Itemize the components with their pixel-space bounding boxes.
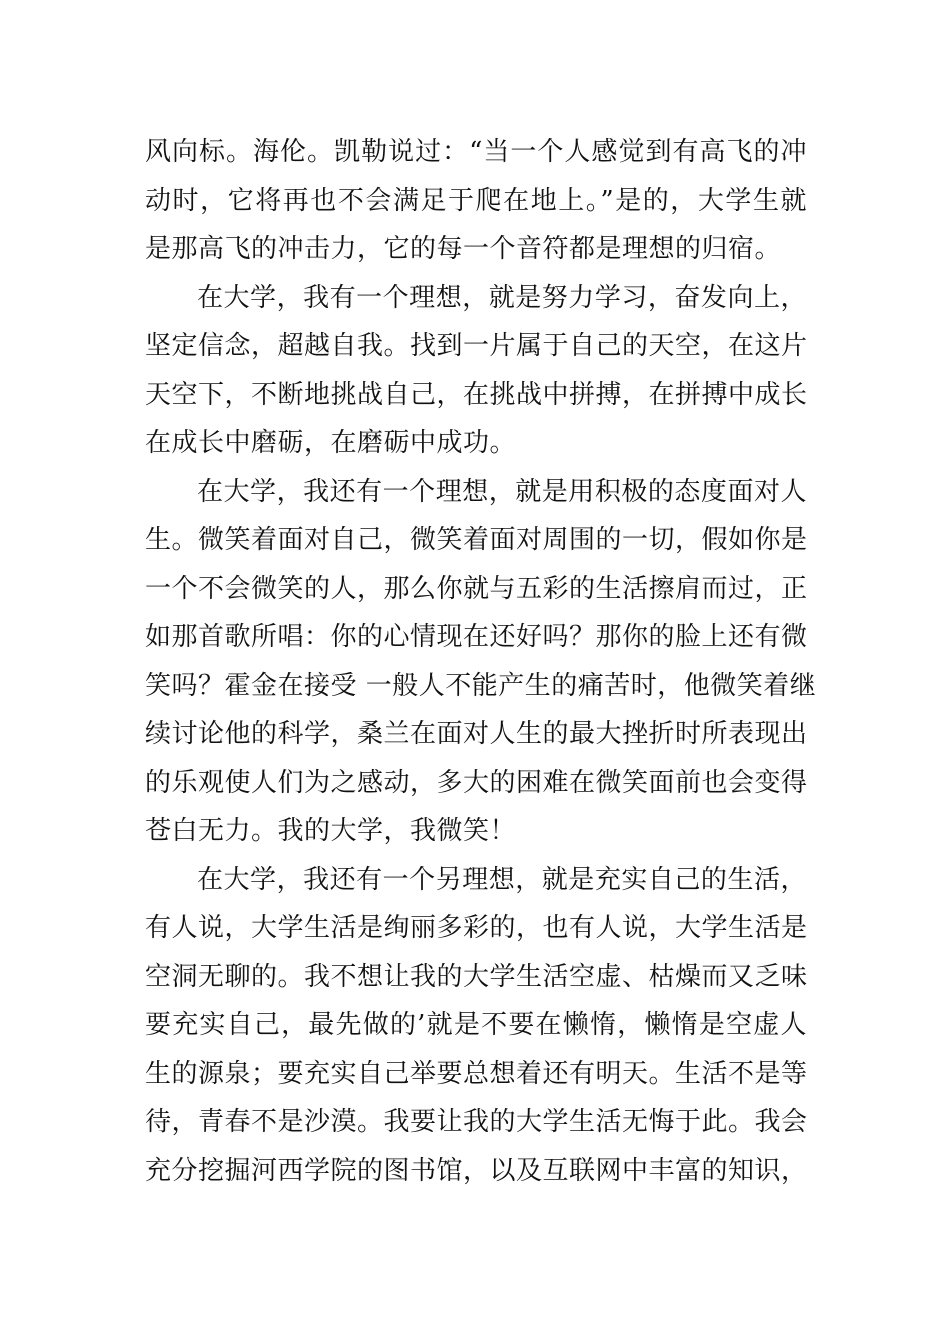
text-line: 动时，它将再也不会满足于爬在地上。”是的，大学生就 [145,185,807,216]
paragraph-first-line: 在大学，我还有一个理想，就是用积极的态度面对人 [197,476,807,507]
text-line: 如那首歌所唱：你的心情现在还好吗？那你的脸上还有微 [145,622,808,652]
text-line: 充分挖掘河西学院的图书馆，以及互联网中丰富的知识， [145,1155,808,1186]
text-line: 天空下，不断地挑战自己，在挑战中拼搏，在拼搏中成长 [145,379,808,410]
text-line: 有人说，大学生活是绚丽多彩的，也有人说，大学生活是 [145,913,808,943]
text-line: 续讨论他的科学，桑兰在面对人生的最大挫折时所表现出 [145,719,808,749]
text-line: 在成长中磨砺，在磨砺中成功。 [145,428,517,458]
paragraph-first-line: 在大学，我有一个理想，就是努力学习，奋发向上， [197,282,807,313]
text-line: 生。微笑着面对自己，微笑着面对周围的一切，假如你是 [145,525,808,555]
text-line: 一个不会微笑的人，那么你就与五彩的生活擦肩而过，正 [145,573,808,604]
text-line: 是那高飞的冲击力，它的每一个音符都是理想的归宿。 [145,234,782,264]
paragraph-first-line: 在大学，我还有一个另理想，就是充实自己的生活， [197,864,807,895]
text-line: 生的源泉；要充实自己举要总想着还有明天。生活不是等 [145,1058,808,1089]
text-line: 待，青春不是沙漠。我要让我的大学生活无悔于此。我会 [145,1107,808,1137]
body-text [145,128,817,1195]
text-line: 风向标。海伦。凯勒说过：“当一个人感觉到有高飞的冲 [145,137,807,167]
text-line: 要充实自己，最先做的’就是不要在懒惰，懒惰是空虚人 [145,1010,807,1040]
text-line: 笑吗？霍金在接受 一般人不能产生的痛苦时，他微笑着继 [145,670,817,701]
text-line: 空洞无聊的。我不想让我的大学生活空虚、枯燥而又乏味 [145,961,808,992]
text-line: 坚定信念，超越自我。找到一片属于自己的天空，在这片 [145,331,808,361]
text-line: 苍白无力。我的大学，我微笑！ [145,816,517,846]
text-line: 的乐观使人们为之感动，多大的困难在微笑面前也会变得 [145,767,808,798]
